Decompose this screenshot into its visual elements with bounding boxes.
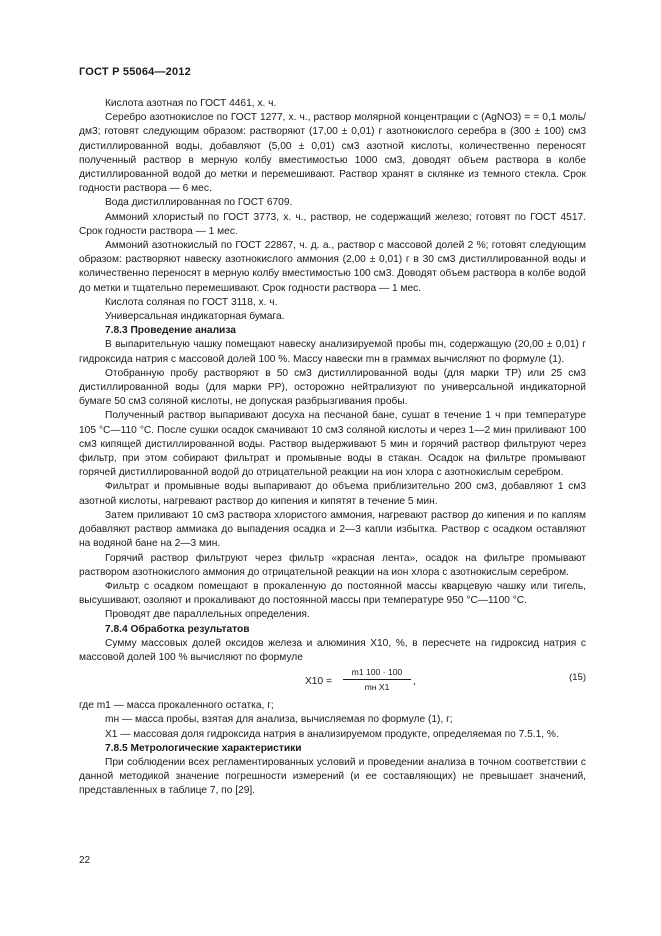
- analysis-paragraph: В выпарительную чашку помещают навеску анализируемой пробы mн, содержащую (20,00 ± 0,01) г гидроксида натрия с массовой долей 100 %. Массу навески mн в граммах вычисляют по формуле (1).: [79, 339, 586, 365]
- reagent-ammonium-nitrate: Аммоний азотнокислый по ГОСТ 22867, ч. д. а., раствор с массовой долей 2 %; готовят следующим образом: растворяют навеску азотнокислого аммония (2,00 ± 0,01) г в 30 см3 дистиллированной воды и количественно переносят в мерную колбу вместимостью 100 см3. Доводят объем раствора в колбе водой до метки и тщательно перемешивают. Срок годности раствора — 1 мес.: [79, 240, 586, 294]
- reagent-ammonium-chloride: Аммоний хлористый по ГОСТ 3773, х. ч., раствор, не содержащий железо; готовят по ГОСТ 4517. Срок годности раствора — 1 мес.: [79, 211, 586, 237]
- where-line: где m1 — масса прокаленного остатка, г;: [79, 700, 274, 712]
- formula-lhs: X10 =: [305, 676, 332, 688]
- metrology-paragraph: При соблюдении всех регламентированных условий и проведении анализа в точном соответствии с данной методикой значение погрешности измерений (и ее составляющих) не превышает значений, представленных в таблице 7, по [29].: [79, 756, 586, 797]
- analysis-paragraph: Фильтр с осадком помещают в прокаленную до постоянной массы кварцевую чашку или тигель, высушивают, озоляют и прокаливают до постоянной массы при температуре 950 °С—1100 °С.: [79, 580, 586, 607]
- formula-numerator: m1 100 · 100: [343, 666, 411, 680]
- results-intro: Сумму массовых долей оксидов железа и алюминия X10, %, в пересчете на гидроксид натрия с массовой долей 100 % вычисляют по формуле: [79, 637, 586, 663]
- reagent-nitric-acid: Кислота азотная по ГОСТ 4461, х. ч.: [105, 98, 277, 109]
- analysis-paragraph: Фильтрат и промывные воды выпаривают до объема приблизительно 200 см3, добавляют 1 см3 азотной кислоты, нагревают раствор до кипения и кипятят в течение 5 мин.: [79, 481, 586, 507]
- where-line: mн — масса пробы, взятая для анализа, вычисляемая по формуле (1), г;: [105, 714, 453, 726]
- reagent-hydrochloric-acid: Кислота соляная по ГОСТ 3118, х. ч.: [105, 296, 278, 308]
- section-heading-7-8-5: 7.8.5 Метрологические характеристики: [105, 742, 302, 754]
- analysis-paragraph: Полученный раствор выпаривают досуха на песчаной бане, сушат в течение 1 ч при температуре 105 °С—110 °С. После сушки осадок смачивают 10 см3 соляной кислоты и через 1—2 мин приливают 100 см3 кипящей дистиллированной воды. Раствор выдерживают 5 мин и горячий раствор фильтруют через фильтр, при этом собирают фильтрат и промывные воды в стакан. Осадок на фильтре промывают горячей дистиллированной водой до отрицательной реакции на ион хлора с азотнокислым серебром.: [79, 410, 586, 479]
- analysis-paragraph: Затем приливают 10 см3 раствора хлористого аммония, нагревают раствор до кипения и по каплям добавляют раствор аммиака до выпадения осадка и 2—3 капли избытка. Раствор с осадком оставляют на водяной бане на 2—3 мин.: [79, 509, 586, 550]
- formula-comma: ,: [413, 676, 416, 688]
- reagent-indicator-paper: Универсальная индикаторная бумага.: [105, 311, 285, 323]
- formula-fraction: [343, 666, 411, 693]
- formula-denominator: mн X1: [364, 682, 390, 693]
- section-heading-7-8-4: 7.8.4 Обработка результатов: [105, 623, 250, 635]
- analysis-paragraph: Горячий раствор фильтруют через фильтр «красная лента», осадок на фильтре промывают раствором азотнокислого аммония до отрицательной реакции на ион хлора с азотнокислым серебром.: [79, 552, 586, 578]
- reagent-silver-nitrate: Серебро азотнокислое по ГОСТ 1277, х. ч., раствор молярной концентрации c (AgNO3) = = 0,1 моль/дм3; готовят следующим образом: растворяют (17,00 ± 0,01) г азотнокислого серебра в (300 ± 100) см3 дистиллированной воды, добавляют (5,00 ± 0,01) см3 азотной кислоты, количественно переносят полученный раствор в мерную колбу вместимостью 1000 см3, доводят объем раствора в колбе дистиллированной водой до метки и перемешивают. Раствор хранят в склянке из темного стекла. Срок годности раствора — 6 мес.: [79, 112, 586, 195]
- standard-header: ГОСТ Р 55064—2012: [79, 66, 191, 78]
- analysis-paragraph: Отобранную пробу растворяют в 50 см3 дистиллированной воды (для марки ТР) или 25 см3 дистиллированной воды (для марки РР), осторожно нейтрализуют по универсальной индикаторной бумаге 50 см3 соляной кислоты, не допуская разбрызгивания пробы.: [79, 367, 586, 408]
- formula-number: (15): [569, 672, 586, 684]
- analysis-paragraph: Проводят две параллельных определения.: [105, 609, 310, 621]
- formula-15: [79, 665, 586, 699]
- reagent-distilled-water: Вода дистиллированная по ГОСТ 6709.: [105, 197, 293, 209]
- where-line: X1 — массовая доля гидроксида натрия в анализируемом продукте, определяемая по 7.5.1, %.: [105, 728, 559, 740]
- page-number: 22: [79, 855, 91, 866]
- section-heading-7-8-3: 7.8.3 Проведение анализа: [105, 325, 236, 337]
- page-body: [79, 97, 586, 799]
